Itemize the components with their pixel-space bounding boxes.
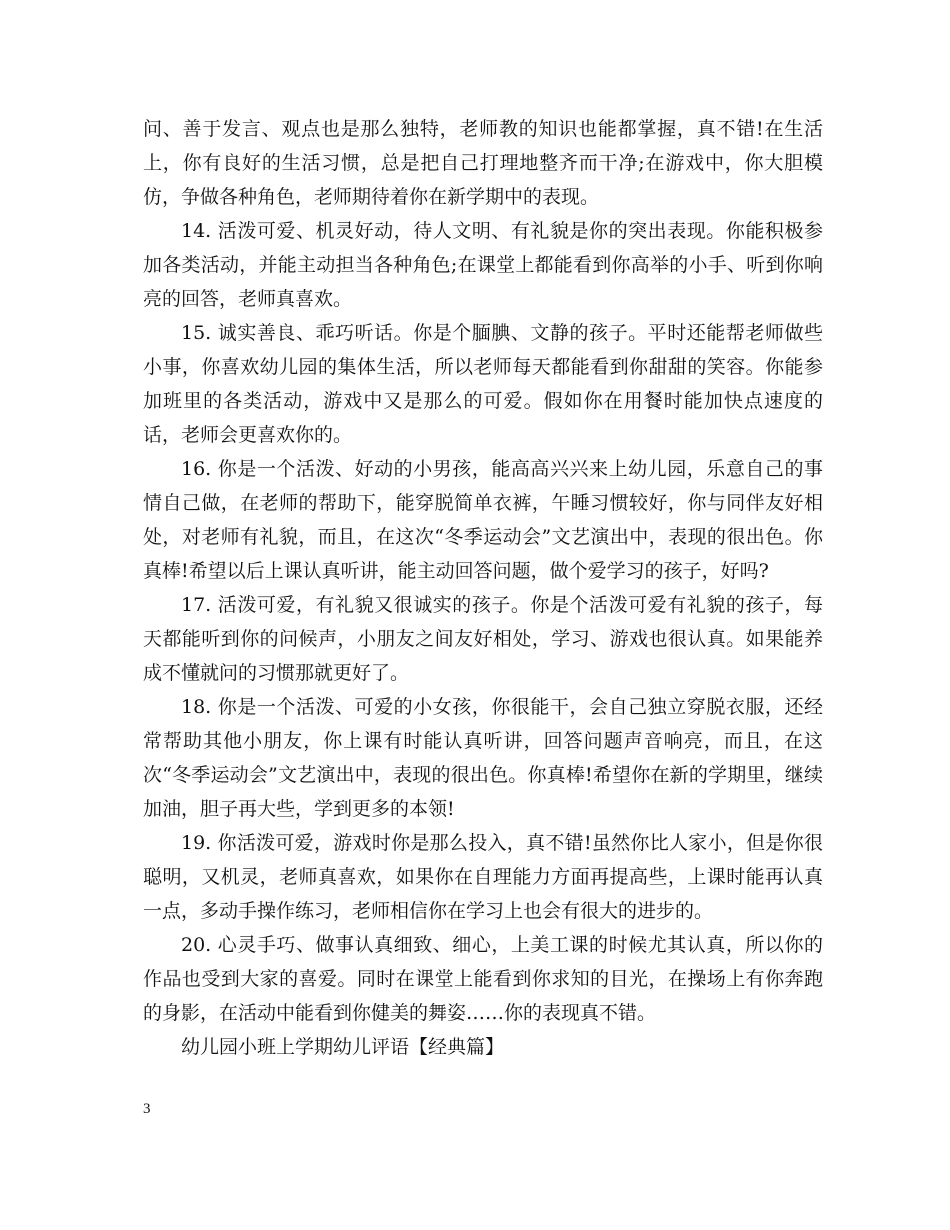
document-body — [143, 112, 823, 1064]
paragraph-item-16: 16. 你是一个活泼、好动的小男孩，能高高兴兴来上幼儿园，乐意自己的事情自己做，在老师的帮助下，能穿脱简单衣裤，午睡习惯较好，你与同伴友好相处，对老师有礼貌，而且，在这次“冬季运动会”文艺演出中，表现的很出色。你真棒!希望以后上课认真听讲，能主动回答问题，做个爱学习的孩子，好吗? — [143, 458, 823, 582]
paragraph-item-18: 18. 你是一个活泼、可爱的小女孩，你很能干，会自己独立穿脱衣服，还经常帮助其他小朋友，你上课有时能认真听讲，回答问题声音响亮，而且，在这次“冬季运动会”文艺演出中，表现的很出色。你真棒!希望你在新的学期里，继续加油，胆子再大些，学到更多的本领! — [143, 696, 823, 820]
paragraph-item-14: 14. 活泼可爱、机灵好动，待人文明、有礼貌是你的突出表现。你能积极参加各类活动，并能主动担当各种角色;在课堂上都能看到你高举的小手、听到你响亮的回答，老师真喜欢。 — [143, 220, 823, 310]
section-heading: 幼儿园小班上学期幼儿评语【经典篇】 — [181, 1036, 505, 1058]
page-number: 3 — [143, 1101, 151, 1117]
paragraph-item-20: 20. 心灵手巧、做事认真细致、细心，上美工课的时候尤其认真，所以你的作品也受到大家的喜爱。同时在课堂上能看到你求知的目光，在操场上有你奔跑的身影，在活动中能看到你健美的舞姿……你的表现真不错。 — [143, 934, 823, 1024]
paragraph-item-15: 15. 诚实善良、乖巧听话。你是个腼腆、文静的孩子。平时还能帮老师做些小事，你喜欢幼儿园的集体生活，所以老师每天都能看到你甜甜的笑容。你能参加班里的各类活动，游戏中又是那么的可爱。假如你在用餐时能加快点速度的话，老师会更喜欢你的。 — [143, 322, 823, 446]
paragraph-continued-13: 问、善于发言、观点也是那么独特，老师教的知识也能都掌握，真不错!在生活上，你有良好的生活习惯，总是把自己打理地整齐而干净;在游戏中，你大胆模仿，争做各种角色，老师期待着你在新学期中的表现。 — [143, 118, 823, 208]
paragraph-item-19: 19. 你活泼可爱，游戏时你是那么投入，真不错!虽然你比人家小，但是你很聪明，又机灵，老师真喜欢，如果你在自理能力方面再提高些，上课时能再认真一点，多动手操作练习，老师相信你在学习上也会有很大的进步的。 — [143, 832, 823, 922]
paragraph-item-17: 17. 活泼可爱，有礼貌又很诚实的孩子。你是个活泼可爱有礼貌的孩子，每天都能听到你的问候声，小朋友之间友好相处，学习、游戏也很认真。如果能养成不懂就问的习惯那就更好了。 — [143, 594, 823, 684]
